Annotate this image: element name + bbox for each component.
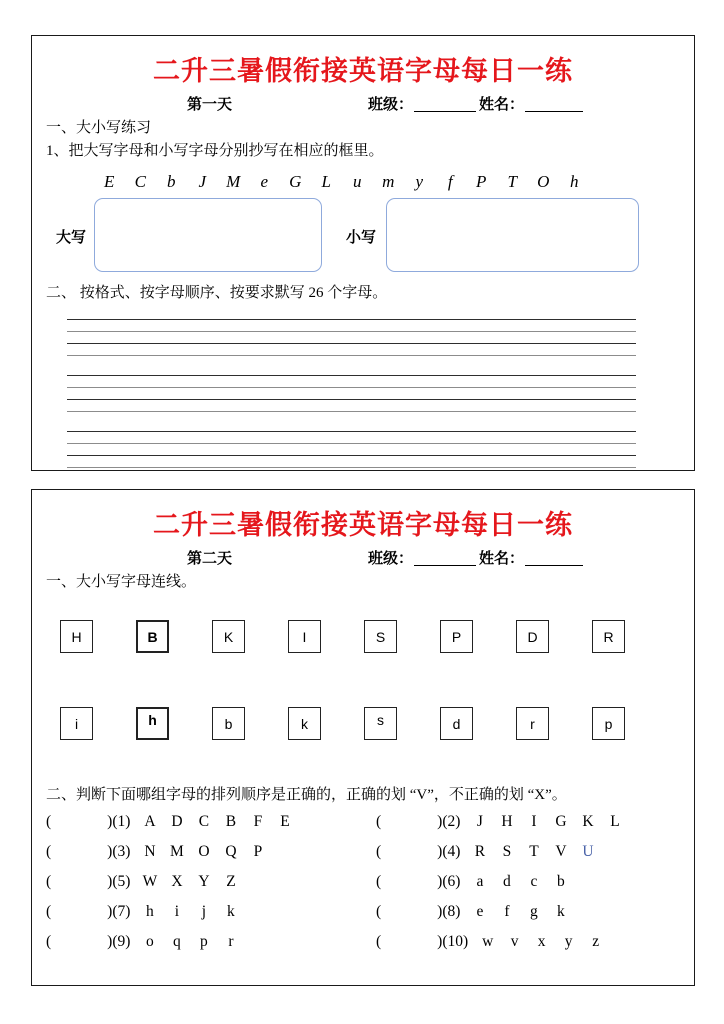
mixed-letter: f [447,171,454,191]
question-letter: M [170,843,184,861]
question-letter: E [280,813,290,831]
worksheet-page-one [31,35,695,471]
uppercase-letter-box[interactable] [212,620,245,653]
page-one-student-meta [368,93,586,114]
mixed-letter: E [104,171,115,191]
page-one-item-one-text: 1、把大写字母和小写字母分别抄写在相应的框里。 [46,143,384,160]
question-letter: K [582,813,594,831]
uppercase-letter: P [451,628,462,645]
question-letters [466,873,574,890]
uppercase-letter: D [527,628,538,645]
question-letters [466,813,628,830]
question-letter: a [476,873,484,891]
question-letter: v [510,933,519,951]
question-letter: e [476,903,484,921]
uppercase-letter-box[interactable] [364,620,397,653]
question-letter: V [555,843,567,861]
answer-paren-open: ( [376,813,382,831]
question-row [46,933,694,963]
answer-paren-open: ( [376,903,382,921]
staff-line [67,455,636,456]
answer-paren-open: ( [376,843,382,861]
uppercase-letter-box[interactable] [60,620,93,653]
question-letter: g [530,903,538,921]
mixed-letter: e [260,171,269,191]
uppercase-write-box[interactable] [94,198,322,272]
lowercase-letter-box[interactable] [592,707,625,740]
question-item [376,903,574,921]
question-number: (5) [112,873,131,891]
question-letters [136,933,244,950]
question-number: (7) [112,903,131,921]
question-letter: o [146,933,154,951]
question-number: (3) [112,843,131,861]
uppercase-letter: H [71,628,82,645]
question-letters [466,843,601,860]
question-letters [136,903,244,920]
mixed-letter: b [167,171,176,191]
question-letter: G [555,813,567,831]
mixed-letter: O [537,171,550,191]
copy-boxes-area [32,196,694,282]
uppercase-letter: S [375,628,386,645]
mixed-letters-row [32,172,694,192]
question-letter: c [530,873,538,891]
page-one-day-label: 第一天 [187,97,233,113]
mixed-letter: M [226,171,241,191]
staff-line [67,467,636,468]
staff-line [67,431,636,432]
page-one-section-two-heading: 二、 按格式、按字母顺序、按要求默写 26 个字母。 [46,284,388,301]
mixed-letter: u [353,171,362,191]
question-letters [136,843,271,860]
page-one-name-label: 姓名： [479,97,525,113]
page-two-student-meta [368,547,586,568]
staff-line [67,399,636,400]
uppercase-letter-box[interactable] [136,620,169,653]
question-item [46,903,244,921]
lowercase-letter-box[interactable] [212,707,245,740]
question-row [46,903,694,933]
question-letter: P [253,843,263,861]
question-letter: O [198,843,210,861]
uppercase-letter-box[interactable] [288,620,321,653]
question-item [376,933,609,951]
uppercase-letter-box[interactable] [592,620,625,653]
question-item [376,813,628,831]
page-one-name-blank[interactable] [525,111,583,112]
lowercase-letter: s [377,711,384,728]
page-two-class-label: 班级： [368,551,414,567]
lowercase-letter: i [74,715,79,732]
question-letter: L [610,813,620,831]
lowercase-match-row [60,707,694,741]
question-letter: A [144,813,156,831]
page-one-subhead [32,93,694,117]
question-letter: y [564,933,573,951]
page-two-name-label: 姓名： [479,551,525,567]
staff-line [67,443,636,444]
answer-paren-close: ) [437,843,443,861]
mixed-letter: C [134,171,147,191]
page-two-name-blank[interactable] [525,565,583,566]
staff-line [67,319,636,320]
uppercase-match-row [60,620,694,654]
page-two-day-label: 第二天 [187,551,233,567]
answer-paren-close: ) [107,933,113,951]
question-letter: T [529,843,539,861]
question-letter: i [174,903,180,921]
question-row [46,873,694,903]
question-letter: z [592,933,600,951]
answer-paren-open: ( [46,903,52,921]
answer-paren-open: ( [46,843,52,861]
lowercase-letter: p [604,715,613,732]
uppercase-letter: B [147,628,158,645]
question-item [46,933,244,951]
mixed-letter: J [198,171,207,191]
page-two-section-two-heading: 二、判断下面哪组字母的排列顺序是正确的，正确的划 “V”，不正确的划 “X”。 [46,787,567,804]
page-one-class-label: 班级： [368,97,414,113]
question-letters [466,903,574,920]
question-row [46,813,694,843]
lowercase-letter-box[interactable] [288,707,321,740]
uppercase-letter-box[interactable] [440,620,473,653]
staff-line [67,411,636,412]
question-number: (10) [442,933,469,951]
page-two-title: 二升三暑假衔接英语字母每日一练 [153,510,573,540]
handwriting-staff-area [32,319,694,475]
staff-group[interactable] [67,375,636,412]
staff-line [67,375,636,376]
lowercase-box-label: 小写 [346,229,377,246]
question-letters [474,933,609,950]
question-letter: I [531,813,537,831]
mixed-letter: P [476,171,487,191]
question-letter: D [171,813,183,831]
uppercase-letter-box[interactable] [516,620,549,653]
question-letter: U [582,843,594,861]
question-letter: B [225,813,237,831]
question-letter: d [503,873,511,891]
answer-paren-open: ( [46,813,52,831]
mixed-letter: h [570,171,579,191]
mixed-letter: y [415,171,424,191]
page-two-section-one-heading: 一、大小写字母连线。 [46,574,197,590]
question-letter: f [504,903,510,921]
answer-paren-close: ) [107,873,113,891]
question-letters [136,813,298,830]
lowercase-letter: k [301,715,308,732]
question-number: (6) [442,873,461,891]
page-one-title: 二升三暑假衔接英语字母每日一练 [153,56,573,86]
staff-group[interactable] [67,431,636,468]
question-letter: N [144,843,156,861]
lowercase-letter-box[interactable] [440,707,473,740]
page-two-class-blank[interactable] [414,565,476,566]
question-letter: S [502,843,512,861]
answer-paren-open: ( [376,873,382,891]
mixed-letter: m [382,171,395,191]
question-item [376,843,601,861]
question-letters [136,873,244,890]
question-row [46,843,694,873]
question-number: (1) [112,813,131,831]
answer-paren-open: ( [46,933,52,951]
question-number: (8) [442,903,461,921]
lowercase-letter-box[interactable] [136,707,169,740]
answer-paren-close: ) [437,933,443,951]
question-item [46,873,244,891]
mixed-letter: L [321,171,332,191]
question-item [46,843,271,861]
question-letter: Q [225,843,237,861]
worksheet-page-two [31,489,695,986]
question-letter: Y [198,873,210,891]
lowercase-letter: d [452,715,461,732]
answer-paren-close: ) [437,873,443,891]
lowercase-letter-box[interactable] [364,707,397,740]
page-two-subhead [32,547,694,571]
question-letter: p [200,933,208,951]
question-letter: x [537,933,546,951]
lowercase-letter: h [148,711,157,728]
lowercase-letter: r [530,715,535,732]
staff-line [67,331,636,332]
staff-group[interactable] [67,319,636,356]
answer-paren-close: ) [107,813,113,831]
question-letter: R [474,843,486,861]
question-letter: k [227,903,235,921]
uppercase-letter: R [603,628,614,645]
ordering-questions-table [32,813,694,963]
question-letter: C [198,813,210,831]
answer-paren-close: ) [437,903,443,921]
question-item [46,813,298,831]
uppercase-letter: I [302,628,307,645]
question-number: (9) [112,933,131,951]
question-letter: k [557,903,565,921]
uppercase-box-label: 大写 [56,229,87,246]
question-letter: W [142,873,158,891]
page-one-section-one-heading: 一、大小写练习 [46,120,152,136]
answer-paren-open: ( [376,933,382,951]
question-letter: J [476,813,483,831]
uppercase-letter: K [223,628,234,645]
lowercase-write-box[interactable] [386,198,639,272]
question-letter: r [228,933,234,951]
question-letter: w [482,933,494,951]
question-letter: H [501,813,513,831]
staff-line [67,343,636,344]
question-number: (2) [442,813,461,831]
lowercase-letter-box[interactable] [60,707,93,740]
question-letter: j [201,903,207,921]
mixed-letter: T [507,171,518,191]
question-letter: Z [226,873,236,891]
mixed-letter: G [289,171,302,191]
lowercase-letter-box[interactable] [516,707,549,740]
question-number: (4) [442,843,461,861]
question-item [376,873,574,891]
lowercase-letter: b [224,715,233,732]
question-letter: h [146,903,154,921]
question-letter: F [253,813,263,831]
answer-paren-open: ( [46,873,52,891]
answer-paren-close: ) [107,903,113,921]
staff-line [67,387,636,388]
page-one-class-blank[interactable] [414,111,476,112]
answer-paren-close: ) [107,843,113,861]
answer-paren-close: ) [437,813,443,831]
question-letter: X [171,873,183,891]
staff-line [67,355,636,356]
question-letter: b [557,873,565,891]
question-letter: q [173,933,181,951]
